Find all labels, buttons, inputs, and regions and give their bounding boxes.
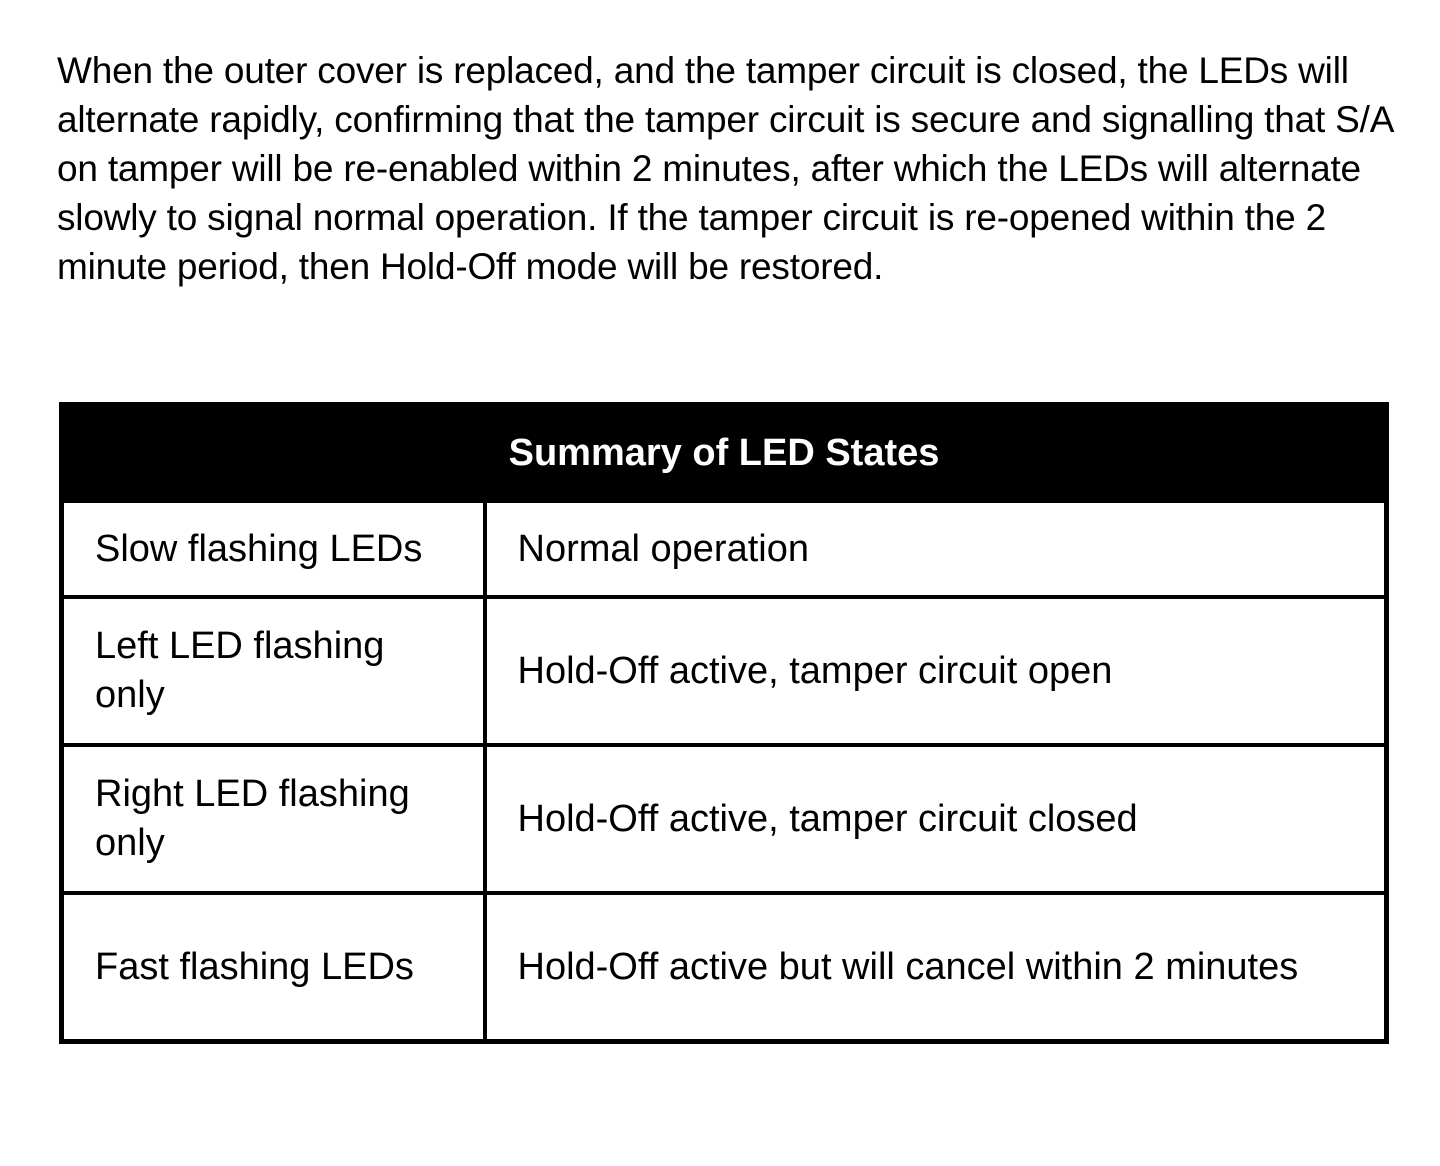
led-state-cell: Right LED flashing only: [62, 745, 485, 893]
table-row: [62, 597, 1387, 745]
led-meaning-cell: Normal operation: [485, 501, 1387, 597]
table-header-row: [62, 405, 1387, 502]
table-row: [62, 501, 1387, 597]
led-meaning-cell: Hold-Off active, tamper circuit closed: [485, 745, 1387, 893]
led-states-table: [59, 402, 1389, 1044]
table-row: [62, 745, 1387, 893]
intro-paragraph: When the outer cover is replaced, and the tamper circuit is closed, the LEDs will alternate rapidly, confirming that the tamper circuit is secure and signalling that S/A on tamper will be re-enabled within 2 minutes, after which the LEDs will alternate slowly to signal normal operation. If the tamper circuit is re-opened within the 2 minute period, then Hold-Off mode will be restored.: [57, 50, 1393, 287]
led-state-cell: Fast flashing LEDs: [62, 893, 485, 1042]
led-meaning-cell: Hold-Off active but will cancel within 2 minutes: [485, 893, 1387, 1042]
led-state-cell: Left LED flashing only: [62, 597, 485, 745]
table-row: [62, 893, 1387, 1042]
led-meaning-cell: Hold-Off active, tamper circuit open: [485, 597, 1387, 745]
led-state-cell: Slow flashing LEDs: [62, 501, 485, 597]
table-title: Summary of LED States: [62, 405, 1387, 502]
